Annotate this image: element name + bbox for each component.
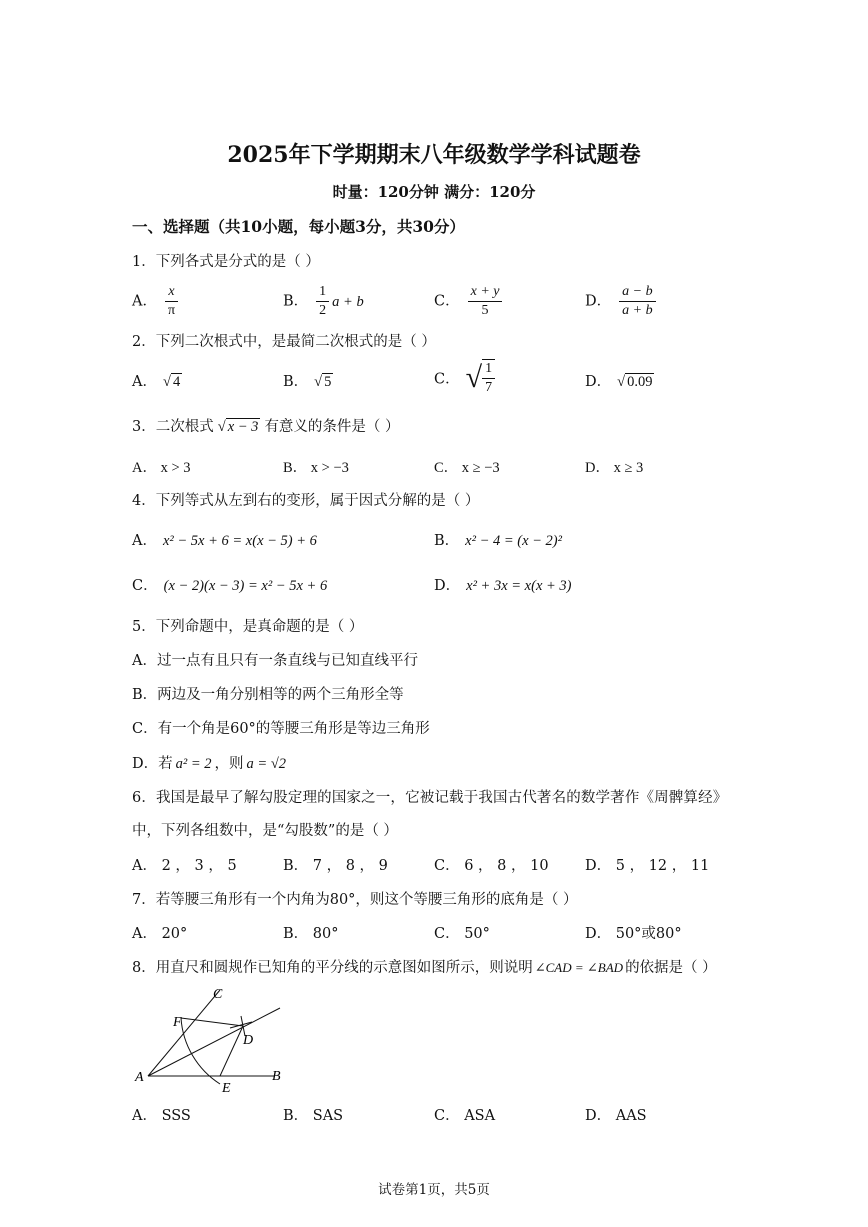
question-8-option-c[interactable]: C． ASA xyxy=(434,1108,496,1124)
label-f: F xyxy=(173,1015,182,1030)
question-6-option-d[interactable]: D． 5 ， 12 ， 11 xyxy=(585,858,710,874)
question-3-option-a[interactable]: A． x > 3 xyxy=(132,460,191,476)
question-7-stem: 7．若等腰三角形有一个内角为80°，则这个等腰三角形的底角是（ ） xyxy=(132,892,578,908)
question-4-option-b[interactable]: B． x² − 4 = (x − 2)² xyxy=(434,533,562,549)
question-7-option-d[interactable]: D． 50°或80° xyxy=(585,926,682,942)
question-3-option-d[interactable]: D． x ≥ 3 xyxy=(585,460,644,476)
label-e: E xyxy=(222,1081,231,1095)
question-6-option-a[interactable]: A． 2 ， 3 ， 5 xyxy=(132,858,237,874)
question-5-stem: 5．下列命题中，是真命题的是（ ） xyxy=(132,619,364,635)
arc-ef xyxy=(181,1018,220,1084)
label-b: B xyxy=(272,1069,281,1084)
question-2-option-c[interactable]: C． √ $\frac{1}{7}$ xyxy=(434,359,495,397)
question-6-stem-line1: 6．我国是最早了解勾股定理的国家之一，它被记载于我国古代著名的数学著作《周髀算经》 xyxy=(132,790,728,806)
label-d: D xyxy=(243,1033,254,1048)
question-4-option-c[interactable]: C． (x − 2)(x − 3) = x² − 5x + 6 xyxy=(132,578,328,594)
question-4-stem: 4．下列等式从左到右的变形，属于因式分解的是（ ） xyxy=(132,493,480,509)
question-2-option-a[interactable]: A． √ 4 xyxy=(132,374,181,390)
question-3-option-c[interactable]: C． x ≥ −3 xyxy=(434,460,500,476)
question-5-option-b[interactable]: B．两边及一角分别相等的两个三角形全等 xyxy=(132,687,404,703)
question-5-option-c[interactable]: C．有一个角是60°的等腰三角形是等边三角形 xyxy=(132,721,430,737)
question-8-option-a[interactable]: A． SSS xyxy=(132,1108,191,1124)
question-5-option-a[interactable]: A．过一点有且只有一条直线与已知直线平行 xyxy=(132,653,418,669)
question-6-stem-line2: 中，下列各组数中，是“勾股数”的是（ ） xyxy=(132,823,398,839)
question-1-option-c[interactable]: C． $\frac{x + y}{5}$ xyxy=(434,283,502,320)
question-1-option-b[interactable]: B． $\frac{1}{2}$ a + b xyxy=(283,284,364,318)
question-3-stem: 3．二次根式 √ x − 3 有意义的条件是（ ） xyxy=(132,419,400,435)
question-6-option-b[interactable]: B． 7 ， 8 ， 9 xyxy=(283,858,388,874)
question-2-option-d[interactable]: D． √ 0.09 xyxy=(585,374,653,390)
question-8-stem: 8．用直尺和圆规作已知角的平分线的示意图如图所示，则说明 ∠CAD = ∠BAD 的依据是（ ） xyxy=(132,960,717,976)
question-8-option-d[interactable]: D． AAS xyxy=(585,1108,647,1124)
question-7-option-b[interactable]: B． 80° xyxy=(283,926,339,942)
ray-ad xyxy=(148,1008,280,1076)
question-4-option-d[interactable]: D． x² + 3x = x(x + 3) xyxy=(434,578,572,594)
page-footer: 试卷第1页，共5页 xyxy=(378,1182,490,1198)
exam-info: 时量：120分钟 满分：120分 xyxy=(332,183,536,201)
question-5-option-d[interactable]: D．若 a² = 2 ，则 a = √2 xyxy=(132,756,287,772)
question-4-option-a[interactable]: A． x² − 5x + 6 = x(x − 5) + 6 xyxy=(132,533,317,549)
ray-ac xyxy=(148,990,220,1076)
label-a: A xyxy=(135,1070,144,1085)
section-heading: 一、选择题（共10小题，每小题3分，共30分） xyxy=(132,217,465,236)
page-title: 2025年下学期期末八年级数学学科试题卷 xyxy=(227,142,641,168)
question-2-stem: 2．下列二次根式中，是最简二次根式的是（ ） xyxy=(132,334,436,350)
question-7-option-a[interactable]: A． 20° xyxy=(132,926,188,942)
question-1-option-d[interactable]: D． $\frac{a - b}{a + b}$ xyxy=(585,283,656,320)
question-7-option-c[interactable]: C． 50° xyxy=(434,926,490,942)
question-6-option-c[interactable]: C． 6 ， 8 ， 10 xyxy=(434,858,549,874)
question-1-stem: 1．下列各式是分式的是（ ） xyxy=(132,254,320,270)
question-8-option-b[interactable]: B． SAS xyxy=(283,1108,344,1124)
question-1-option-a[interactable]: A． $\frac{x}{\pi}$ xyxy=(132,283,178,320)
question-3-option-b[interactable]: B． x > −3 xyxy=(283,460,349,476)
angle-bisector-diagram xyxy=(125,980,295,1095)
question-2-option-b[interactable]: B． √ 5 xyxy=(283,374,332,390)
label-c: C xyxy=(213,987,223,1002)
